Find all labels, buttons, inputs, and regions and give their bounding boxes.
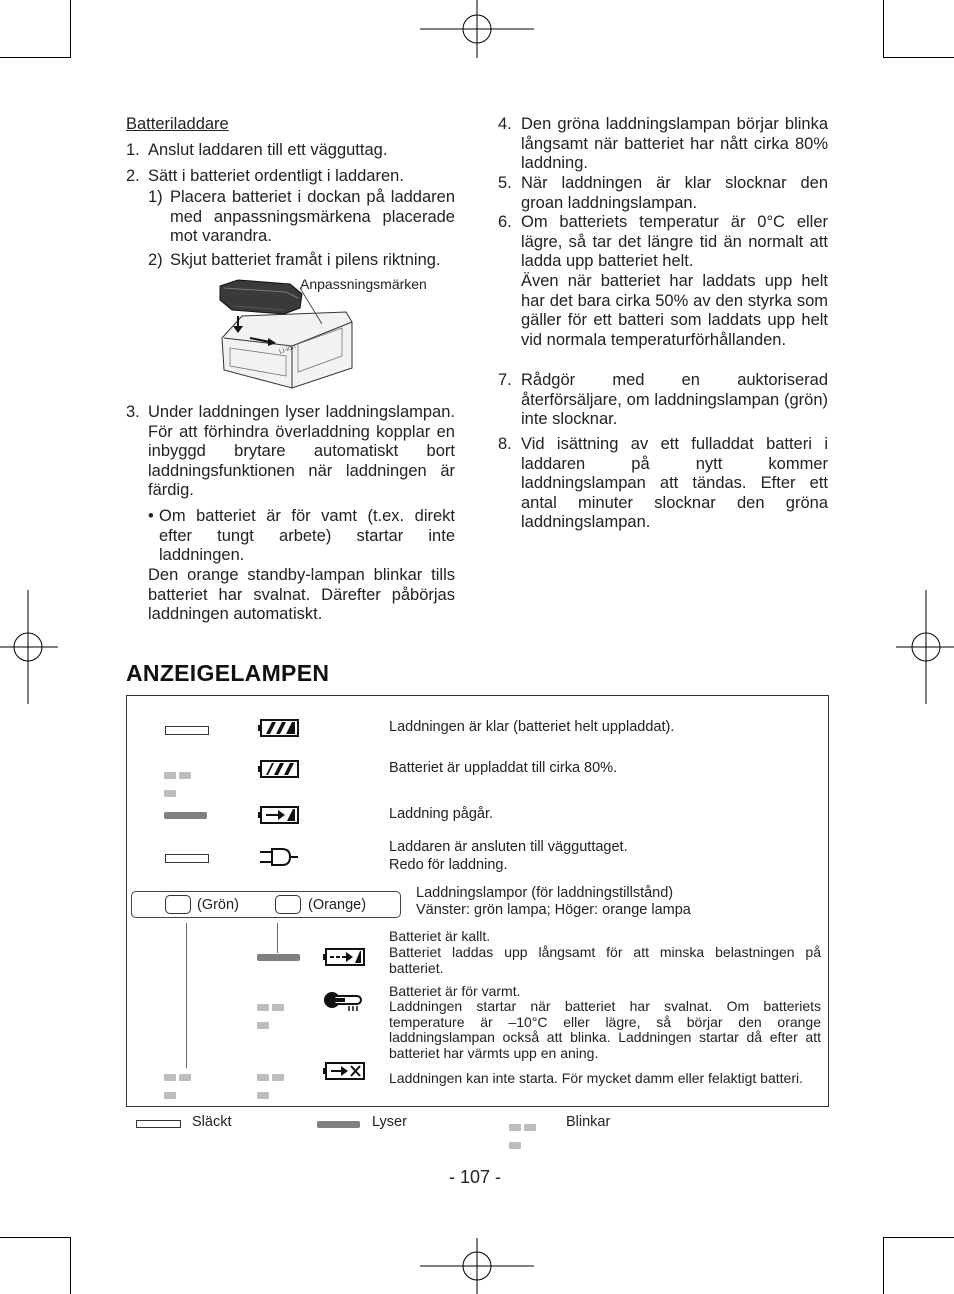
substep-2-number: 2)	[148, 251, 163, 269]
step-8-text: Vid isättning av ett fulladdat batteri i laddaren på nytt kommer laddningslampan att tändas. Efter ett antal minuter slocknar den gröna laddningslampan.	[521, 435, 828, 532]
step-1-text: Anslut laddaren till ett vägguttag.	[148, 141, 388, 159]
charger-illustration	[214, 276, 354, 394]
figure-label-alignment-marks: Anpassningsmärken	[300, 276, 427, 292]
orange-lamp-on-indicator	[257, 954, 300, 961]
green-lamp-blink-indicator	[164, 1068, 208, 1075]
registration-mark-bottom	[420, 1238, 534, 1294]
key-on-symbol	[317, 1121, 360, 1128]
lamp-blink-indicator	[164, 766, 208, 773]
orange-lamp-symbol	[275, 895, 301, 914]
step-5-number: 5.	[498, 174, 512, 192]
step-2-text: Sätt i batteriet ordentligt i laddaren.	[148, 167, 404, 185]
row-error-text: Laddningen kan inte starta. För mycket damm eller felaktigt batteri.	[389, 1070, 803, 1086]
plug-icon	[258, 846, 300, 868]
row-connected-line1: Laddaren är ansluten till vägguttaget.	[389, 839, 628, 855]
registration-mark-left	[0, 590, 58, 704]
registration-mark-right	[896, 590, 954, 704]
thermometer-icon	[323, 988, 367, 1014]
key-blink-symbol	[509, 1118, 553, 1125]
row-cold-title: Batteriet är kallt.	[389, 928, 491, 944]
row-charging-text: Laddning pågår.	[389, 806, 494, 822]
row-hot-title: Batteriet är för varmt.	[389, 983, 521, 999]
legend-line2: Vänster: grön lampa; Höger: orange lampa	[416, 902, 691, 918]
bullet-mark: •	[148, 507, 154, 525]
lamp-on-indicator	[164, 812, 207, 819]
step-7-text: Rådgör med en auktoriserad återförsäljare, om laddningslampan (grön) inte slocknar.	[521, 371, 828, 429]
key-off-label: Släckt	[192, 1114, 232, 1130]
row-connected-line2: Redo för laddning.	[389, 857, 508, 873]
green-lamp-label: (Grön)	[197, 897, 239, 913]
step-6-text: Om batteriets temperatur är 0°C eller lägre, så tar det längre tid än normalt att ladda upp batteriet helt.	[521, 213, 828, 271]
row-charged-text: Laddningen är klar (batteriet helt uppladdat).	[389, 719, 675, 735]
step-6-extra-text: Även när batteriet har laddats upp helt har det bara cirka 50% av den styrka som gäller för ett batteri som laddats upp helt vid normala temperaturförhållanden.	[521, 272, 828, 349]
battery-charging-icon	[258, 805, 300, 825]
row-cold-text: Batteriet laddas upp långsamt för att minska belastningen på batteriet.	[389, 944, 821, 976]
orange-lamp-blink-indicator	[257, 998, 301, 1005]
row-hot-text: Laddningen startar när batteriet har svalnat. Om batteriets temperature är –10°C eller lägre, så börjar den orange laddningslampan också att blinka. Laddningen startar då efter att batteriet har värmts upp en aning.	[389, 998, 821, 1061]
step-2-number: 2.	[126, 167, 140, 185]
orange-lamp-connector	[277, 923, 278, 953]
standby-note: Den orange standby-lampan blinkar tills batteriet har svalnat. Därefter påbörjas laddningen automatiskt.	[148, 566, 455, 624]
key-on-label: Lyser	[372, 1114, 407, 1130]
step-5-text: När laddningen är klar slocknar den groan laddningslampan.	[521, 174, 828, 212]
lamp-off-indicator	[165, 854, 209, 863]
registration-mark-top	[420, 0, 534, 58]
step-6-number: 6.	[498, 213, 512, 231]
substep-1-text: Placera batteriet i dockan på laddaren med anpassningsmärkena placerade mot varandra.	[170, 188, 455, 246]
green-lamp-symbol	[165, 895, 191, 914]
step-3-number: 3.	[126, 403, 140, 421]
step-4-number: 4.	[498, 115, 512, 133]
battery-80-icon	[258, 759, 300, 779]
step-4-text: Den gröna laddningslampan börjar blinka långsamt när batteriet har nått cirka 80% laddning.	[521, 115, 828, 173]
svg-text:Li-ion: Li-ion	[278, 343, 297, 356]
green-lamp-connector	[186, 923, 187, 1068]
substep-1-number: 1)	[148, 188, 163, 206]
orange-lamp-label: (Orange)	[308, 897, 367, 913]
orange-lamp-blink-indicator	[257, 1068, 301, 1075]
step-1-number: 1.	[126, 141, 140, 159]
section-heading-charger: Batteriladdare	[126, 115, 229, 133]
key-blink-label: Blinkar	[566, 1114, 611, 1130]
bullet-text: Om batteriet är för vamt (t.ex. direkt efter tungt arbete) startar inte laddningen.	[159, 507, 455, 565]
page-number: - 107 -	[449, 1167, 502, 1187]
row-80-percent-text: Batteriet är uppladdat till cirka 80%.	[389, 760, 618, 776]
section-title: ANZEIGELAMPEN	[126, 660, 330, 686]
battery-full-icon	[258, 718, 300, 738]
battery-error-icon	[323, 1061, 367, 1081]
substep-2-text: Skjut batteriet framåt i pilens riktning.	[170, 251, 441, 269]
step-7-number: 7.	[498, 371, 512, 389]
key-off-symbol	[136, 1120, 181, 1128]
step-3-text: Under laddningen lyser laddningslampan. För att förhindra överladdning kopplar en inbyggd brytare automatiskt bort laddningsfunktionen när laddningen är färdig.	[148, 403, 455, 500]
step-8-number: 8.	[498, 435, 512, 453]
battery-cold-icon	[323, 947, 367, 967]
lamp-off-indicator	[165, 726, 209, 735]
legend-line1: Laddningslampor (för laddningstillstånd)	[416, 885, 674, 901]
